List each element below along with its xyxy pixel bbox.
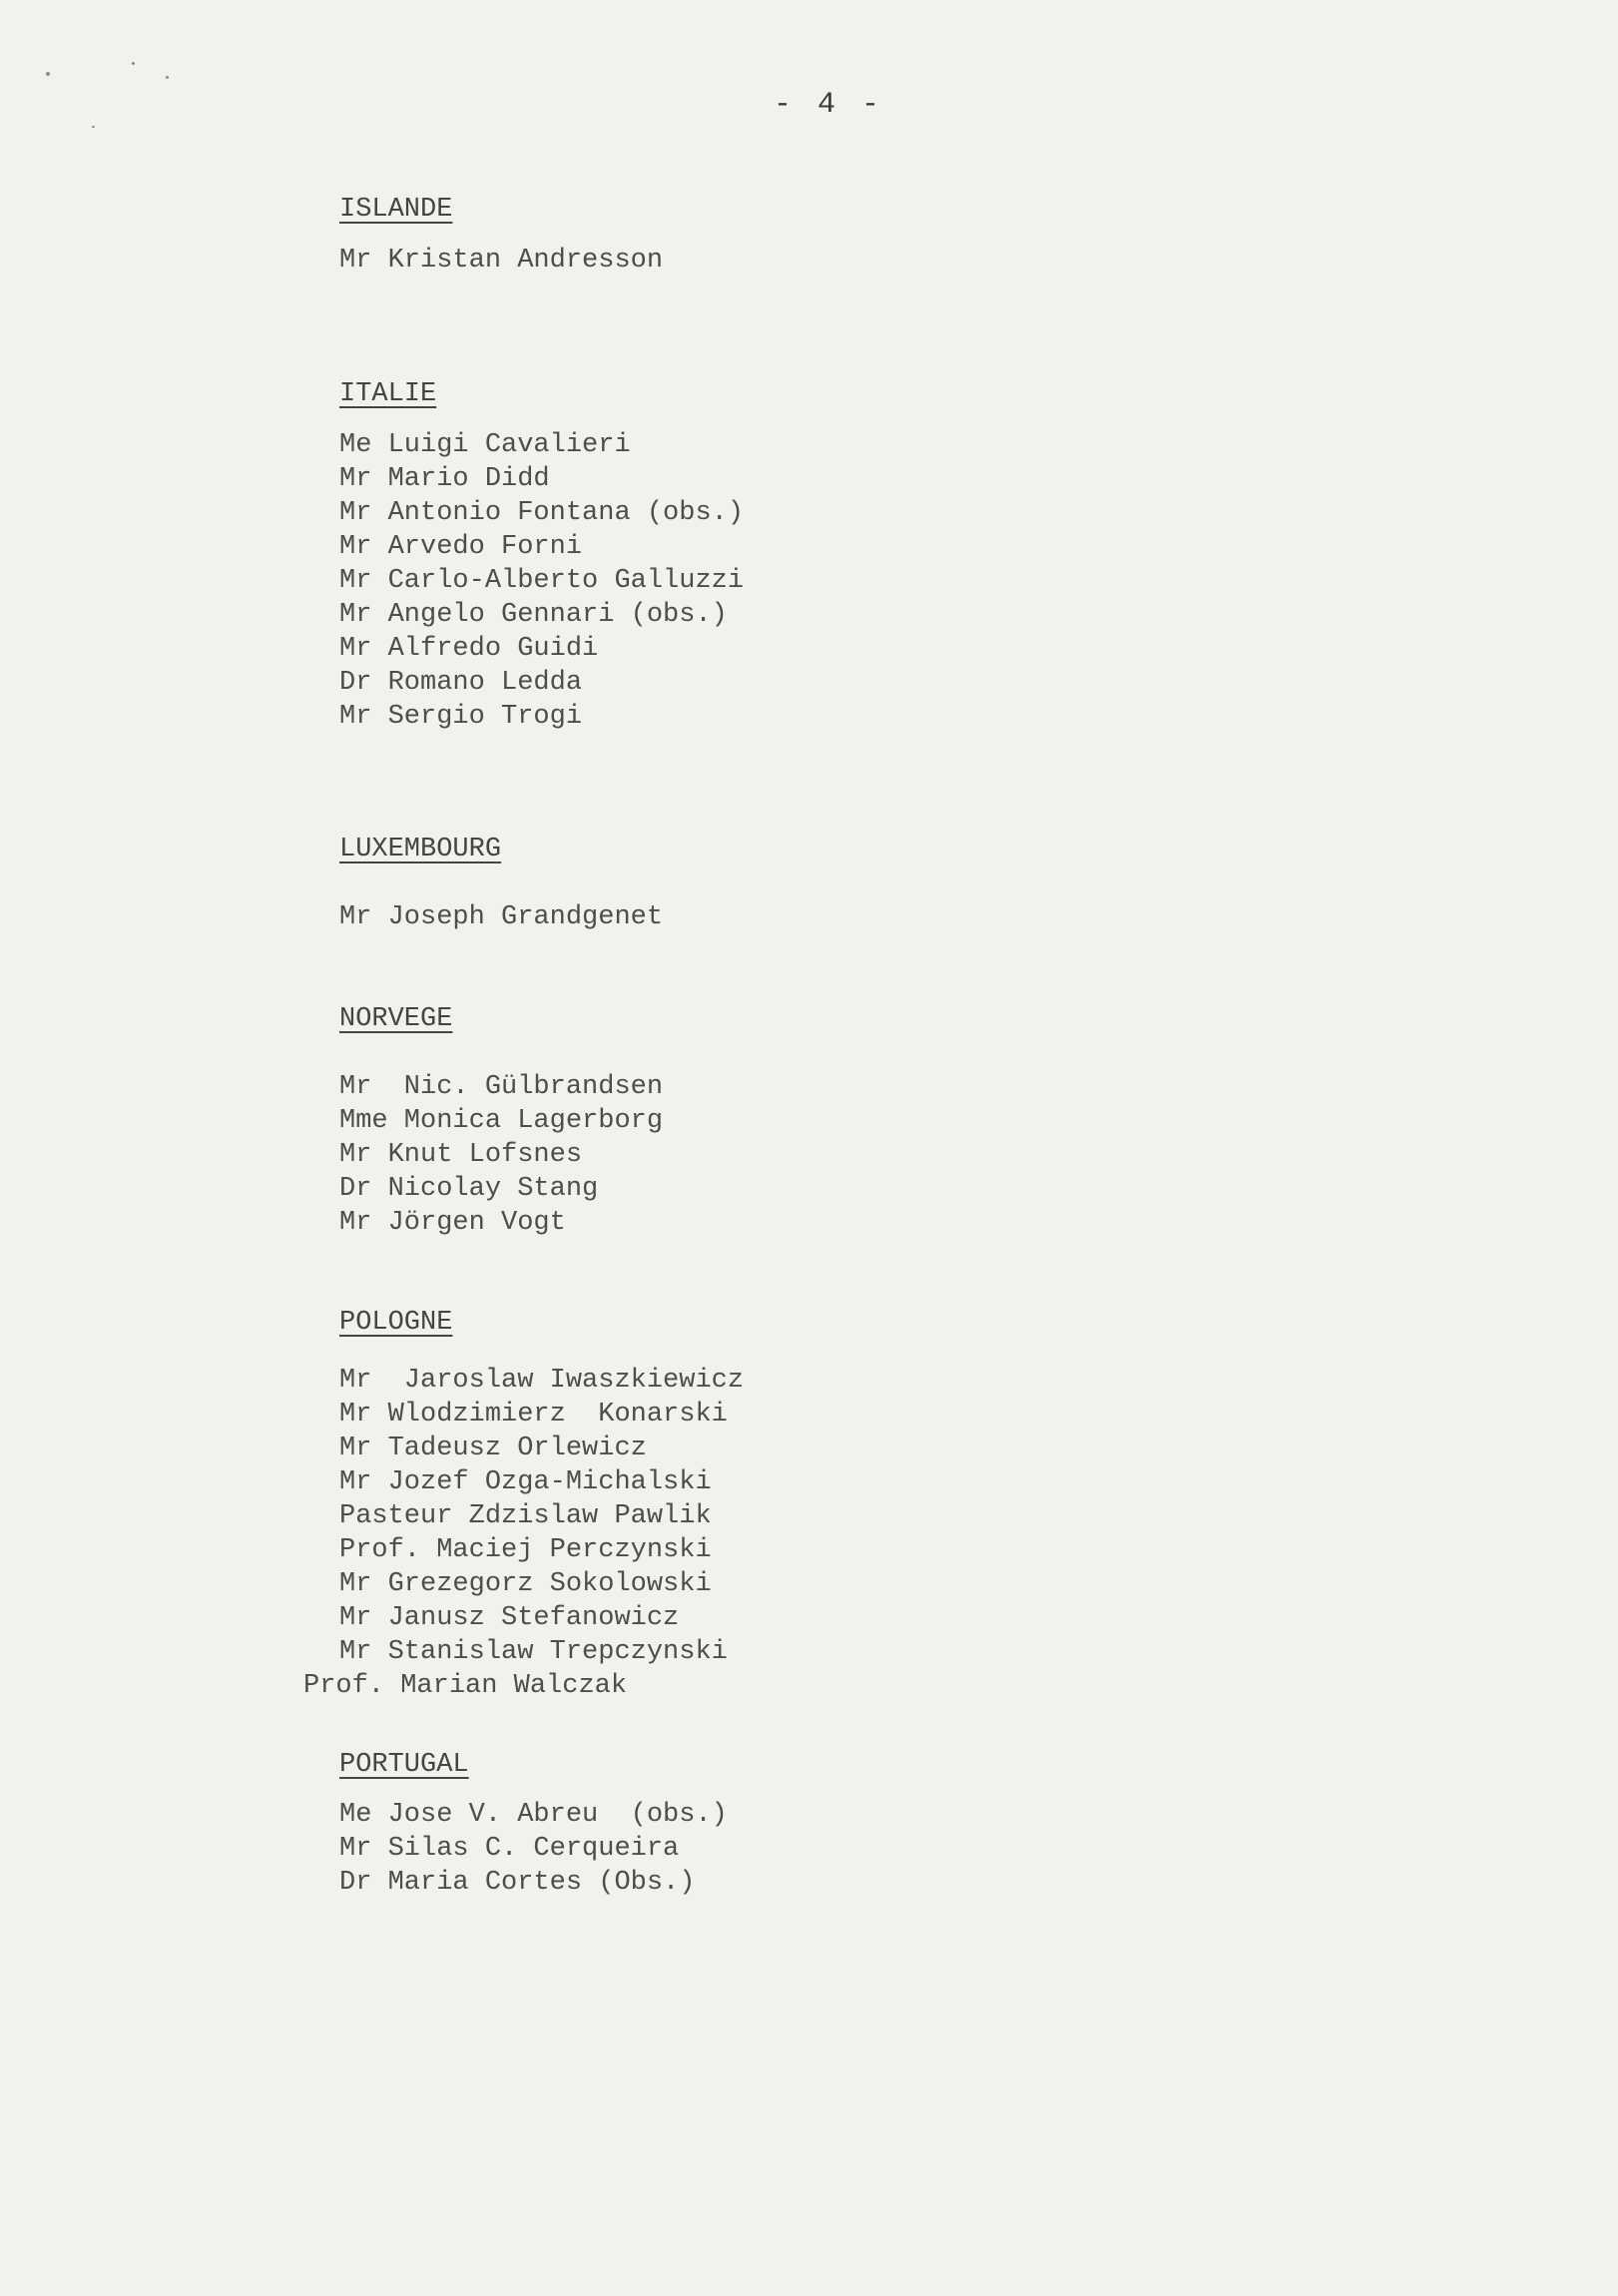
section-italie bbox=[339, 377, 744, 734]
ink-speck bbox=[46, 72, 50, 76]
list-item: Me Jose V. Abreu (obs.) bbox=[339, 1800, 728, 1830]
list-item: Mr Sergio Trogi bbox=[339, 702, 583, 732]
section-heading: ISLANDE bbox=[339, 195, 453, 225]
section-heading: POLOGNE bbox=[339, 1308, 453, 1338]
list-item: Prof. Maciej Perczynski bbox=[339, 1535, 712, 1565]
list-item: Dr Nicolay Stang bbox=[339, 1174, 599, 1204]
section-heading: ITALIE bbox=[339, 379, 437, 409]
list-item: Mr Mario Didd bbox=[339, 464, 550, 494]
list-item: Dr Maria Cortes (Obs.) bbox=[339, 1868, 696, 1898]
ink-speck bbox=[166, 76, 169, 79]
list-item: Mr Jozef Ozga-Michalski bbox=[339, 1467, 712, 1497]
list-item: Mr Tadeusz Orlewicz bbox=[339, 1434, 647, 1463]
list-item: Mme Monica Lagerborg bbox=[339, 1106, 664, 1136]
list-item: Mr Grezegorz Sokolowski bbox=[339, 1569, 712, 1599]
member-list bbox=[339, 428, 744, 734]
ink-speck bbox=[132, 62, 135, 65]
page-number: - 4 - bbox=[774, 88, 884, 122]
list-item: Pasteur Zdzislaw Pawlik bbox=[339, 1501, 712, 1531]
list-item: Mr Silas C. Cerqueira bbox=[339, 1834, 680, 1864]
section-heading: PORTUGAL bbox=[339, 1750, 469, 1780]
list-item: Mr Nic. Gülbrandsen bbox=[339, 1072, 664, 1102]
list-item: Mr Jaroslaw Iwaszkiewicz bbox=[339, 1366, 745, 1396]
list-item: Mr Kristan Andresson bbox=[339, 246, 664, 276]
section-portugal bbox=[339, 1748, 728, 1900]
list-item: Mr Stanislaw Trepczynski bbox=[339, 1637, 728, 1667]
list-item: Prof. Marian Walczak bbox=[303, 1671, 628, 1701]
list-item: Mr Alfredo Guidi bbox=[339, 634, 599, 664]
list-item: Mr Knut Lofsnes bbox=[339, 1140, 583, 1170]
section-pologne bbox=[303, 1306, 745, 1703]
ink-speck bbox=[92, 126, 95, 128]
section-islande bbox=[339, 193, 663, 278]
section-heading: NORVEGE bbox=[339, 1004, 453, 1034]
list-item: Dr Romano Ledda bbox=[339, 668, 583, 698]
member-list bbox=[339, 1070, 663, 1240]
section-norvege bbox=[339, 1002, 663, 1240]
list-item: Mr Antonio Fontana (obs.) bbox=[339, 498, 745, 528]
member-list bbox=[303, 1364, 745, 1703]
list-item: Mr Jörgen Vogt bbox=[339, 1208, 566, 1238]
list-item: Mr Wlodzimierz Konarski bbox=[339, 1400, 728, 1430]
list-item: Me Luigi Cavalieri bbox=[339, 430, 631, 460]
section-heading: LUXEMBOURG bbox=[339, 835, 502, 864]
list-item: Mr Angelo Gennari (obs.) bbox=[339, 600, 728, 630]
list-item: Mr Arvedo Forni bbox=[339, 532, 583, 562]
member-list bbox=[339, 1798, 728, 1900]
member-list bbox=[339, 244, 663, 278]
section-luxembourg bbox=[339, 833, 663, 934]
member-list bbox=[339, 900, 663, 934]
list-item: Mr Janusz Stefanowicz bbox=[339, 1603, 680, 1633]
list-item: Mr Carlo-Alberto Galluzzi bbox=[339, 566, 745, 596]
list-item: Mr Joseph Grandgenet bbox=[339, 902, 664, 932]
